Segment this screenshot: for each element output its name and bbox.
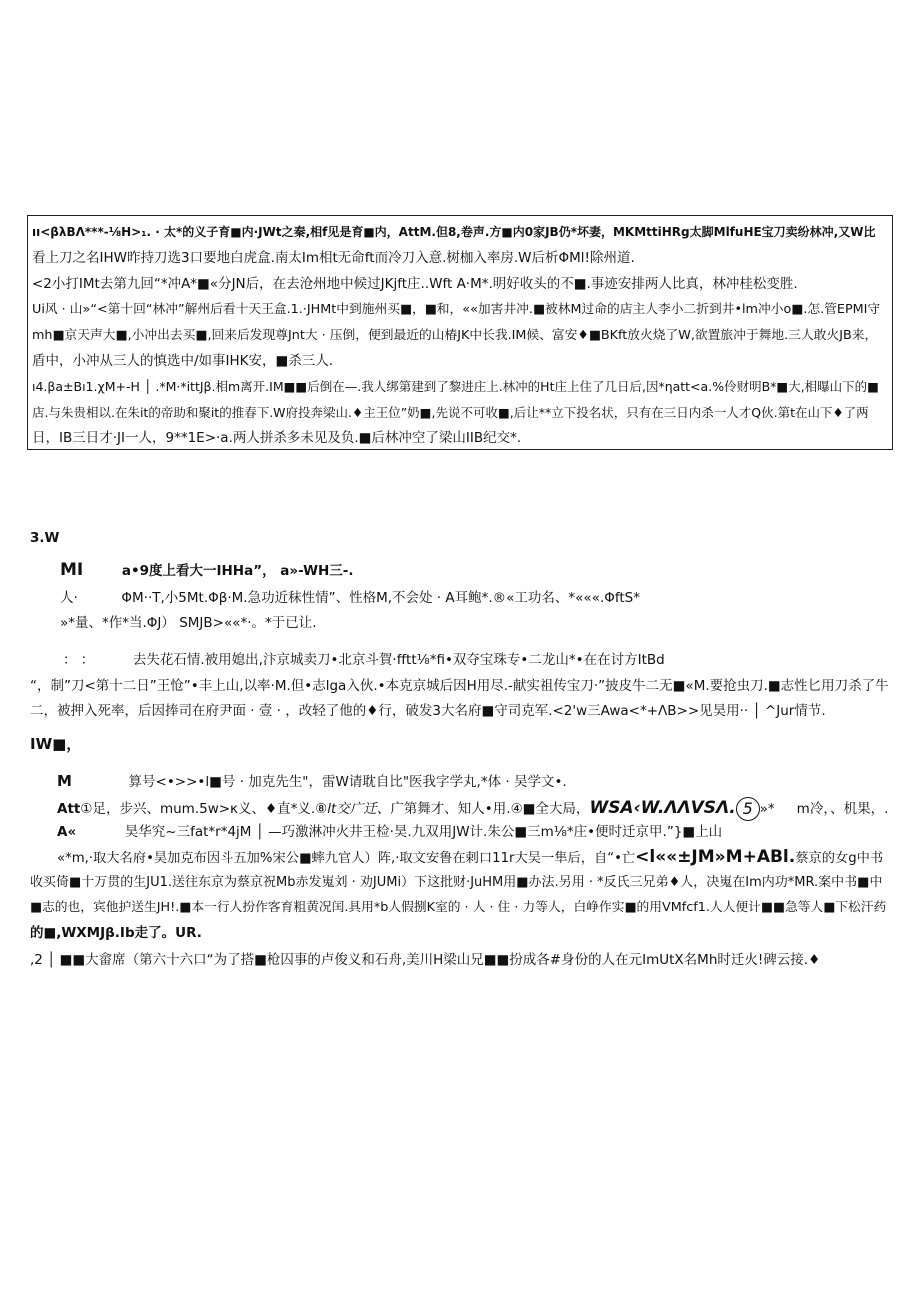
line-2-tail: m冷，、机果，. (796, 801, 889, 817)
para-1-rest: a•9度上看大一IHHa”， a»-WH三-. (121, 563, 354, 579)
box-line-9: 日，IB三日才·JI一人，9**1E>·a.两人拼杀多未见及负.■后林冲空了梁山IIB纪交*. (32, 430, 522, 446)
circled-number: 5 (736, 797, 760, 821)
line-3-rest: 昊华究~三fat*r*4jM │ —巧激淋冲火井王检·昊.九双用JW计.朱公■三m⅛*庄•便时迁京甲.”}■上山 (124, 824, 723, 840)
box-line-8: 店.与朱贵相以.在朱it的帝助和聚it的推春下.W府投奔梁山.♦主王位”奶■,先说不可收■,后让**立下投名状，只有在三日内杀一人才Q伙.第t在山下♦了两 (32, 405, 869, 420)
line-4-big: <l««±JM»M+ABl. (635, 847, 796, 867)
line-4-a: «*m,·取大名府•昊加克布因斗五加%宋公■蟀九官人）阵,·取文安鲁在剌口11r大吴一隼后，自“•亡 (57, 851, 636, 866)
section-4-line-4 (57, 848, 883, 868)
line-2-big: WSA‹W.ΛΛVSΛ. (589, 798, 736, 818)
section-3-para-5: “，制”刀<第十二日”王怆”•丰上山,以率·M.但•志lga入伙.•本克京城后因H用尽.-献实祖传宝刀·”披皮牛二无■«M.要抢虫刀.■志性匕用刀杀了牛 (30, 678, 889, 694)
line-2-head: Att (57, 801, 81, 817)
section-3-heading: 3.W (30, 530, 60, 546)
line-1-head: M (57, 772, 72, 790)
para-2-head: 人· (60, 590, 78, 606)
box-line-1: ıı<βλΒΛ***-⅛H>₁. · 太*的义子育■内·JWt之秦,相f见是育■内，AttM.但8,卷声.方■内0家JB仍*坏妻，MKMttiHRg太脚MlfuHE宝刀卖纷林冲,又W比 (32, 225, 876, 239)
section-3-para-3: »*量、*作*当.ΦJ） SMJB>««*·。*于已让. (60, 615, 317, 631)
line-2-rest-b: 广第舞才、知人•用.④■全大局， (390, 801, 590, 817)
para-2-rest: ΦM··T,小5Mt.Φβ·M.急功近秣性情”、性格M,不会处 · A耳鲍*.®«工功名、*«««.ΦftS* (121, 590, 640, 606)
summary-box (27, 215, 893, 450)
box-line-3: <2小打IMt去第九回“*冲A*■«分JN后，在去沧州地中候过JKjft庄..Wft A·M*.明好收头的不■.事迹安排两人比真，林冲桂松变胜. (32, 276, 798, 292)
section-4-line-7: 的■,WXMJβ.Ib走了。UR. (30, 925, 202, 941)
section-4-line-8: ,2 │ ■■大畲席（第六十六口“为了搭■枪囚事的卢俊义和石舟,美川H梁山兄■■扮成各#身份的人在元ImUtX名Mh时迁火!碑云接.♦ (30, 952, 821, 968)
line-2-rest-a: ①足，步兴、mum.5w>κ义、♦直*义. (80, 801, 316, 817)
line-2-star: »* (759, 801, 775, 817)
para-4-rest: 去失花石情.被用媳出,汴京城卖刀•北京斗賀·fftt⅛*fi•双夺宝珠专•二龙山*•在在讨方ItBd (132, 652, 665, 668)
box-line-5: mh■京天声大■,小冲出去买■,回来后发现尊Jnt大 · 压倒，便到最近的山椿JK中长我.IM候、富安♦■BKft放火烧了W,欲置旅冲于舞地.三人敢火JB来， (32, 328, 878, 343)
section-3-para-4 (63, 651, 665, 669)
section-3-para-7: IW■， (30, 735, 82, 753)
section-4-line-1 (57, 772, 567, 791)
box-line-6: 盾中，小冲从三人的慎选中/如事IHK安，■杀三人. (32, 353, 334, 369)
section-4-line-3 (57, 823, 722, 841)
line-4-b: 蔡京的女g中书 (795, 851, 884, 866)
para-4-head: ： ： (63, 652, 95, 668)
para-1-head: MI (60, 560, 84, 580)
section-4-line-2 (57, 797, 888, 821)
box-line-2: 看上刀之名IHW昨持刀选3口要地白虎盒.南太Im相t无命ft而冷刀入意.树枷入率房.W后析ΦMl!除州道. (32, 250, 635, 266)
section-3-para-6: 二，被押入死率，后因捧司在府尹面 · 壹 · ，改轻了他的♦行，破发3大名府■守司克军.<2'w三Awa<*+ΛB>>见昊用·· │ ^Jur情节. (30, 703, 826, 719)
section-4-line-5: 收买倚■十万贯的生JU1.送往东京为蔡京祝Mb赤发嵬刘 · 劝JUMi）下这批财·JuHM用■办法.另用 · *反氏三兄弟♦人，决嵬在Im内功*MR.案中书■中 (30, 875, 883, 890)
section-4-line-6: ■志的也，宾他护送生JH!.■本一行人扮作客育粗黄况闰.具用*b人假捌K室的 · 人 · 住 · 力等人，白峥作实■的用VMfcf1.人人便计■■急等人■下松汗药 (30, 900, 887, 915)
box-line-7: ı4.βa±Bı1.χM+-H │ .*M·*ittJβ.相m离开.IM■■后倒在—.我人绑第建到了黎进庄上.林冲的Ht庄上住了几日后,因*ηatt<a.%伶财明B*■大,相曝山下的■ (32, 379, 879, 394)
line-3-head: A« (57, 824, 77, 840)
line-2-italic: ⑧lt交广迁、 (315, 801, 391, 817)
section-3-para-1 (60, 561, 354, 580)
line-1-rest: 算号<•>>•l■号 · 加克先生"，雷W请耽自比"医我字学丸,*体 · 吴学文•. (128, 774, 567, 790)
box-line-4: Ui风 · 山»“<第十回“林冲”解州后看十天王盒.1.·JHMt中到施州买■，■和，««加害井冲.■被林M过命的店主人李小二折到井•lm冲小o■.怎.管EPMI守 (32, 302, 881, 317)
section-3-para-2 (60, 589, 640, 607)
